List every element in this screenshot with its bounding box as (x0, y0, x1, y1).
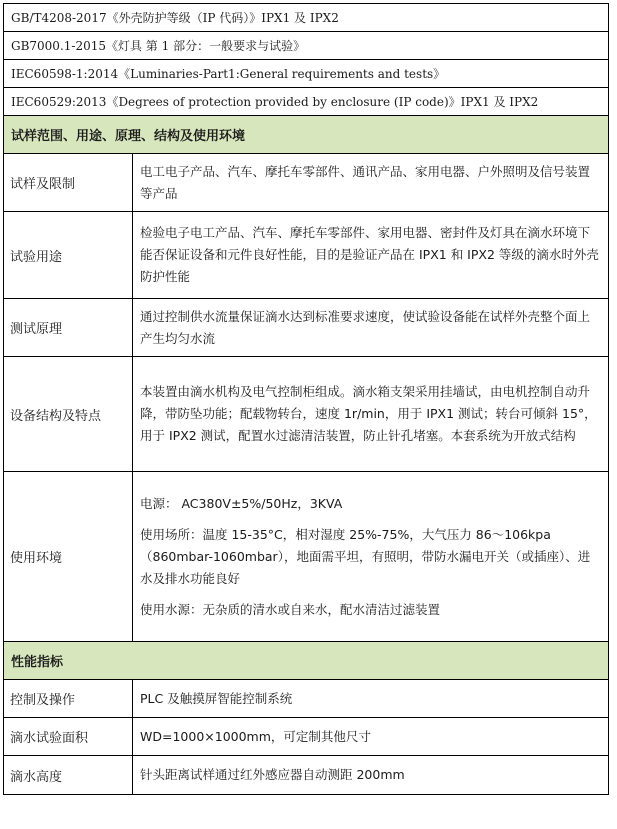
table-row (4, 472, 609, 642)
table-row (4, 718, 609, 756)
row-value (133, 472, 609, 642)
standard-text: IEC60598-1:2014《Luminaries-Part1:General requirements and tests》 (4, 60, 609, 88)
section-title: 性能指标 (4, 642, 609, 680)
standard-row (4, 32, 609, 60)
spec-table (3, 3, 609, 795)
row-value: 本装置由滴水机构及电气控制柜组成。滴水箱支架采用挂墙试，由电机控制自动升降，带防坠功能；配载物转台，速度 1r/min，用于 IPX1 测试；转台可倾斜 15°，用于 IPX2 测试，配置水过滤清洁装置，防止针孔堵塞。本套系统为开放式结构 (133, 357, 609, 472)
standard-text: IEC60529:2013《Degrees of protection provided by enclosure (IP code)》IPX1 及 IPX2 (4, 88, 609, 116)
water-spec: 使用水源：无杂质的清水或自来水，配水清洁过滤装置 (140, 601, 441, 617)
row-label: 滴水高度 (4, 756, 133, 795)
standard-row (4, 4, 609, 32)
standard-text: GB/T4208-2017《外壳防护等级（IP 代码）》IPX1 及 IPX2 (4, 4, 609, 32)
power-spec: 电源： AC380V±5%/50Hz，3KVA (140, 495, 343, 511)
row-label: 设备结构及特点 (4, 357, 133, 472)
standard-row (4, 60, 609, 88)
section-title: 试样范围、用途、原理、结构及使用环境 (4, 116, 609, 154)
row-value: 电工电子产品、汽车、摩托车零部件、通讯产品、家用电器、户外照明及信号装置等产品 (133, 154, 609, 212)
row-label: 试验用途 (4, 212, 133, 299)
row-label: 测试原理 (4, 299, 133, 357)
table-row (4, 299, 609, 357)
row-label: 滴水试验面积 (4, 718, 133, 756)
standard-row (4, 88, 609, 116)
site-spec: 使用场所：温度 15-35°C，相对湿度 25%-75%，大气压力 86～106kpa（860mbar-1060mbar），地面需平坦，有照明，带防水漏电开关（或插座）、进水及排水功能良好 (140, 526, 591, 586)
table-row (4, 680, 609, 718)
table-row (4, 357, 609, 472)
table-row (4, 212, 609, 299)
row-label: 使用环境 (4, 472, 133, 642)
table-row (4, 756, 609, 795)
row-label: 试样及限制 (4, 154, 133, 212)
row-label: 控制及操作 (4, 680, 133, 718)
row-value: 检验电子电工产品、汽车、摩托车零部件、家用电器、密封件及灯具在滴水环境下能否保证设备和元件良好性能，目的是验证产品在 IPX1 和 IPX2 等级的滴水时外壳防护性能 (133, 212, 609, 299)
section-header-scope (4, 116, 609, 154)
table-row (4, 154, 609, 212)
row-value: PLC 及触摸屏智能控制系统 (133, 680, 609, 718)
row-value: WD=1000×1000mm，可定制其他尺寸 (133, 718, 609, 756)
spec-sheet (3, 3, 609, 795)
row-value: 针头距离试样通过红外感应器自动测距 200mm (133, 756, 609, 795)
section-header-performance (4, 642, 609, 680)
standard-text: GB7000.1-2015《灯具 第 1 部分：一般要求与试验》 (4, 32, 609, 60)
row-value: 通过控制供水流量保证滴水达到标准要求速度，使试验设备能在试样外壳整个面上产生均匀水流 (133, 299, 609, 357)
